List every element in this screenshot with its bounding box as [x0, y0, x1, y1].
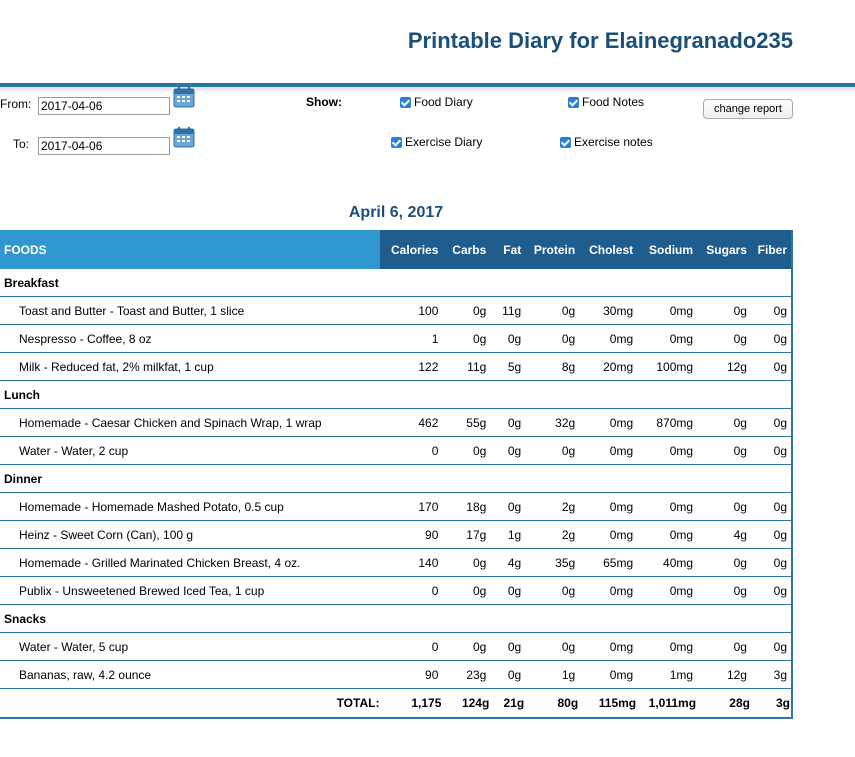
nutrient-cell: 0g — [490, 493, 525, 521]
total-row — [0, 689, 792, 719]
nutrient-cell: 23g — [442, 661, 490, 689]
meal-header-row — [0, 269, 792, 297]
nutrient-cell: 0mg — [637, 297, 697, 325]
nutrient-cell: 0g — [697, 633, 751, 661]
total-cell: 28g — [729, 696, 750, 710]
nutrient-cell: 0g — [490, 325, 525, 353]
food-row — [0, 633, 792, 661]
food-diary-table — [0, 230, 793, 719]
nutrient-cell: 0g — [442, 325, 490, 353]
nutrient-cell: 12g — [697, 661, 751, 689]
food-notes-label: Food Notes — [582, 95, 645, 109]
nutrient-cell: 3g — [751, 661, 792, 689]
nutrient-cell: 20mg — [579, 353, 637, 381]
nutrient-cell: 0g — [751, 493, 792, 521]
exercise-notes-label: Exercise notes — [574, 135, 653, 149]
nutrient-cell: 0g — [697, 297, 751, 325]
nutrient-cell: 1g — [490, 521, 525, 549]
nutrient-cell: 0g — [697, 409, 751, 437]
nutrient-cell: 0g — [525, 437, 579, 465]
nutrient-cell: 65mg — [579, 549, 637, 577]
nutrient-cell: 0g — [697, 549, 751, 577]
show-label: Show: — [306, 95, 342, 109]
nutrient-cell: 90 — [380, 661, 442, 689]
col-header-sodium: Sodium — [637, 230, 697, 269]
food-name: Homemade - Caesar Chicken and Spinach Wrap, 1 wrap — [0, 409, 380, 437]
nutrient-cell: 5g — [490, 353, 525, 381]
total-cell: 80g — [557, 696, 579, 710]
food-name: Homemade - Homemade Mashed Potato, 0.5 cup — [0, 493, 380, 521]
table-header-row — [0, 230, 792, 269]
total-cell: 1,011mg — [648, 696, 697, 710]
nutrient-cell: 870mg — [637, 409, 697, 437]
to-label: To: — [13, 137, 30, 151]
meal-name: Breakfast — [0, 269, 792, 297]
nutrient-cell: 0g — [751, 577, 792, 605]
nutrient-cell: 11g — [442, 353, 490, 381]
nutrient-cell: 0 — [380, 633, 442, 661]
from-calendar-icon[interactable] — [173, 86, 195, 108]
nutrient-cell: 0g — [490, 577, 525, 605]
food-row — [0, 409, 792, 437]
food-row — [0, 521, 792, 549]
nutrient-cell: 140 — [380, 549, 442, 577]
nutrient-cell: 0g — [751, 633, 792, 661]
nutrient-cell: 0mg — [579, 409, 637, 437]
food-name: Water - Water, 5 cup — [0, 633, 380, 661]
nutrient-cell: 18g — [442, 493, 490, 521]
nutrient-cell: 0mg — [579, 325, 637, 353]
nutrient-cell: 0mg — [637, 493, 697, 521]
nutrient-cell: 0g — [751, 353, 792, 381]
exercise-notes-checkbox[interactable] — [560, 135, 653, 149]
nutrient-cell: 55g — [442, 409, 490, 437]
nutrient-cell: 100 — [380, 297, 442, 325]
total-cell: 1,175 — [411, 696, 442, 710]
header-shadow — [0, 87, 855, 93]
nutrient-cell: 0g — [751, 297, 792, 325]
nutrient-cell: 32g — [525, 409, 579, 437]
nutrient-cell: 0g — [751, 325, 792, 353]
nutrient-cell: 17g — [442, 521, 490, 549]
food-name: Heinz - Sweet Corn (Can), 100 g — [0, 521, 380, 549]
food-name: Toast and Butter - Toast and Butter, 1 slice — [0, 297, 380, 325]
food-diary-label: Food Diary — [414, 95, 473, 109]
nutrient-cell: 0mg — [637, 437, 697, 465]
food-row — [0, 437, 792, 465]
meal-name: Snacks — [0, 605, 792, 633]
total-cell: 124g — [461, 696, 490, 710]
nutrient-cell: 1g — [525, 661, 579, 689]
nutrient-cell: 0g — [751, 437, 792, 465]
meal-name: Lunch — [0, 381, 792, 409]
food-row — [0, 353, 792, 381]
food-name: Bananas, raw, 4.2 ounce — [0, 661, 380, 689]
nutrient-cell: 0g — [525, 577, 579, 605]
col-header-calories: Calories — [380, 230, 442, 269]
nutrient-cell: 0g — [490, 633, 525, 661]
nutrient-cell: 0mg — [579, 661, 637, 689]
diary-date-heading: April 6, 2017 — [348, 204, 444, 221]
exercise-diary-label: Exercise Diary — [405, 135, 483, 149]
food-row — [0, 297, 792, 325]
to-calendar-icon[interactable] — [173, 126, 195, 148]
nutrient-cell: 170 — [380, 493, 442, 521]
total-label: TOTAL: — [336, 696, 380, 710]
total-cell: 3g — [775, 696, 790, 710]
nutrient-cell: 90 — [380, 521, 442, 549]
meal-header-row — [0, 465, 792, 493]
nutrient-cell: 0g — [442, 577, 490, 605]
nutrient-cell: 0g — [697, 325, 751, 353]
col-header-fat: Fat — [490, 230, 525, 269]
nutrient-cell: 0mg — [637, 633, 697, 661]
nutrient-cell: 4g — [490, 549, 525, 577]
nutrient-cell: 0 — [380, 577, 442, 605]
change-report-button[interactable]: change report — [703, 99, 793, 119]
nutrient-cell: 0g — [490, 661, 525, 689]
food-name: Milk - Reduced fat, 2% milkfat, 1 cup — [0, 353, 380, 381]
col-header-sugars: Sugars — [697, 230, 751, 269]
nutrient-cell: 0g — [525, 633, 579, 661]
nutrient-cell: 1 — [380, 325, 442, 353]
checkbox-checked-icon[interactable] — [400, 97, 411, 108]
food-name: Homemade - Grilled Marinated Chicken Breast, 4 oz. — [0, 549, 380, 577]
exercise-diary-checkbox[interactable] — [391, 135, 482, 149]
nutrient-cell: 40mg — [637, 549, 697, 577]
nutrient-cell: 0mg — [579, 493, 637, 521]
food-row — [0, 549, 792, 577]
food-diary-checkbox[interactable] — [400, 95, 473, 109]
nutrient-cell: 8g — [525, 353, 579, 381]
nutrient-cell: 2g — [525, 493, 579, 521]
food-notes-checkbox[interactable] — [568, 95, 644, 109]
nutrient-cell: 0g — [442, 549, 490, 577]
meal-header-row — [0, 381, 792, 409]
checkbox-checked-icon[interactable] — [568, 97, 579, 108]
meal-header-row — [0, 605, 792, 633]
nutrient-cell: 0mg — [637, 577, 697, 605]
food-name: Publix - Unsweetened Brewed Iced Tea, 1 cup — [0, 577, 380, 605]
nutrient-cell: 0g — [697, 577, 751, 605]
meal-name: Dinner — [0, 465, 792, 493]
nutrient-cell: 0g — [751, 549, 792, 577]
nutrient-cell: 462 — [380, 409, 442, 437]
col-header-cholest: Cholest — [579, 230, 637, 269]
nutrient-cell: 0g — [525, 297, 579, 325]
nutrient-cell: 12g — [697, 353, 751, 381]
food-row — [0, 493, 792, 521]
nutrient-cell: 1mg — [637, 661, 697, 689]
nutrient-cell: 122 — [380, 353, 442, 381]
nutrient-cell: 0g — [490, 409, 525, 437]
to-date-field[interactable]: 2017-04-06 — [38, 137, 170, 155]
nutrient-cell: 2g — [525, 521, 579, 549]
food-name: Nespresso - Coffee, 8 oz — [0, 325, 380, 353]
nutrient-cell: 0mg — [579, 577, 637, 605]
food-name: Water - Water, 2 cup — [0, 437, 380, 465]
total-cell: 115mg — [598, 696, 637, 710]
nutrient-cell: 0mg — [637, 521, 697, 549]
nutrient-cell: 0g — [697, 437, 751, 465]
col-header-protein: Protein — [525, 230, 579, 269]
nutrient-cell: 0g — [751, 521, 792, 549]
nutrient-cell: 0g — [442, 437, 490, 465]
page-title: Printable Diary for Elainegranado235 — [407, 28, 793, 53]
nutrient-cell: 0mg — [579, 437, 637, 465]
nutrient-cell: 30mg — [579, 297, 637, 325]
nutrient-cell: 35g — [525, 549, 579, 577]
nutrient-cell: 0mg — [579, 633, 637, 661]
nutrient-cell: 0mg — [579, 521, 637, 549]
food-row — [0, 577, 792, 605]
col-header-carbs: Carbs — [442, 230, 490, 269]
total-cell: 21g — [503, 696, 525, 710]
nutrient-cell: 11g — [490, 297, 525, 325]
nutrient-cell: 0g — [442, 297, 490, 325]
nutrient-cell: 0g — [490, 437, 525, 465]
col-header-fiber: Fiber — [751, 230, 792, 269]
nutrient-cell: 4g — [697, 521, 751, 549]
from-label: From: — [0, 97, 32, 111]
from-date-field[interactable]: 2017-04-06 — [38, 97, 170, 115]
food-row — [0, 661, 792, 689]
food-row — [0, 325, 792, 353]
nutrient-cell: 0g — [697, 493, 751, 521]
nutrient-cell: 0g — [751, 409, 792, 437]
checkbox-checked-icon[interactable] — [560, 137, 571, 148]
nutrient-cell: 0 — [380, 437, 442, 465]
nutrient-cell: 100mg — [637, 353, 697, 381]
nutrient-cell: 0g — [525, 325, 579, 353]
col-header-foods: FOODS — [0, 230, 380, 269]
nutrient-cell: 0mg — [637, 325, 697, 353]
nutrient-cell: 0g — [442, 633, 490, 661]
checkbox-checked-icon[interactable] — [391, 137, 402, 148]
